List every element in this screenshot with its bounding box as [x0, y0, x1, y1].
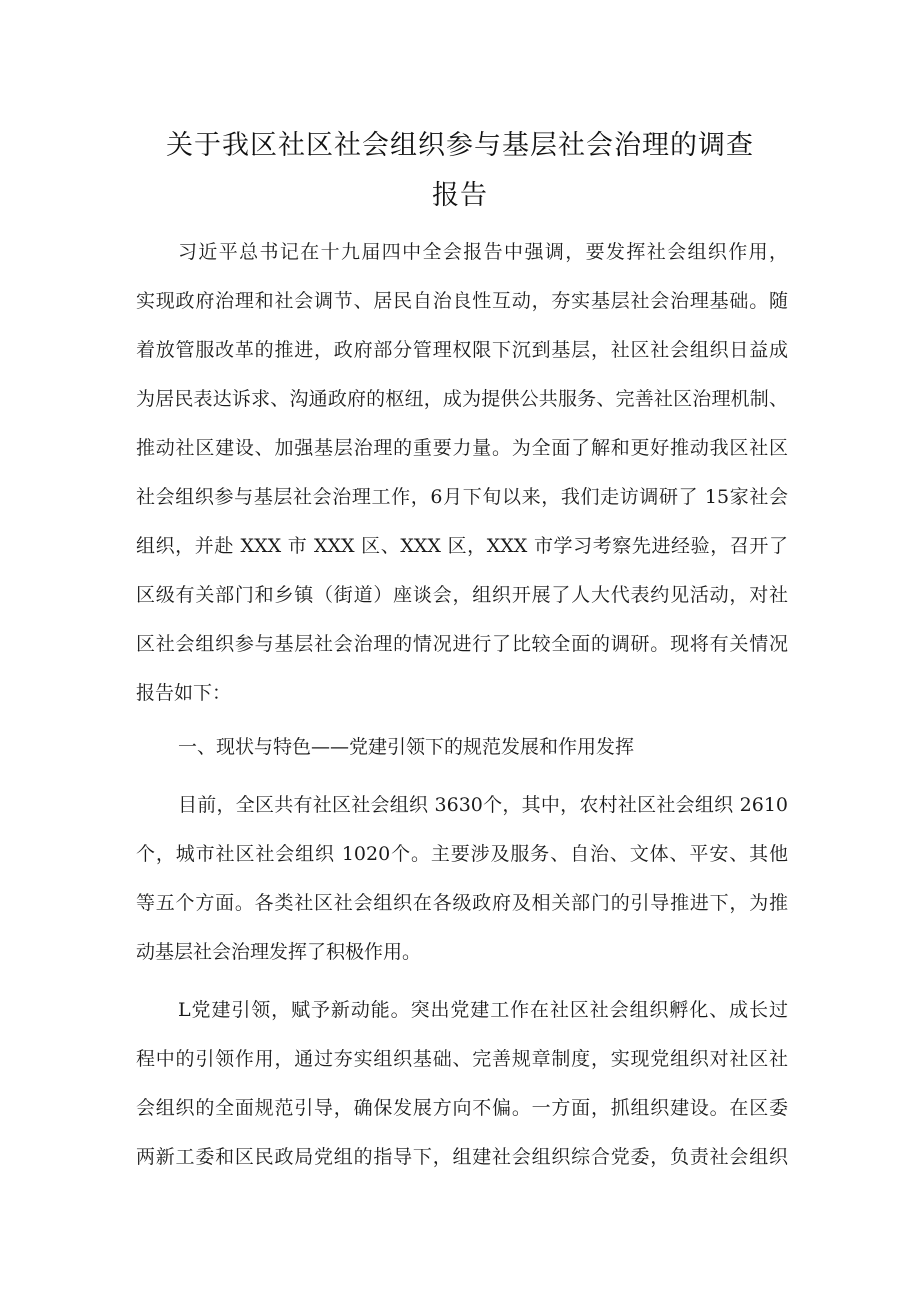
paragraph-3-line: 程中的引领作用，通过夯实组织基础、完善规章制度，实现党组织对社区社 — [136, 1048, 788, 1070]
paragraph-1-line: 报告如下： — [136, 682, 232, 704]
document-title-line-2: 报告 — [432, 180, 488, 211]
paragraph-1-line: 社会组织参与基层社会治理工作，6月下旬以来，我们走访调研了 15家社会 — [136, 486, 788, 508]
paragraph-3-line: L党建引领，赋予新动能。突出党建工作在社区社会组织孵化、成长过 — [178, 999, 788, 1021]
paragraph-2-line: 个，城市社区社会组织 1020个。主要涉及服务、自治、文体、平安、其他 — [136, 843, 788, 865]
paragraph-1-line: 区社会组织参与基层社会治理的情况进行了比较全面的调研。现将有关情况 — [136, 633, 788, 655]
paragraph-1-line: 着放管服改革的推进，政府部分管理权限下沉到基层，社区社会组织日益成 — [136, 339, 788, 361]
paragraph-2-line: 动基层社会治理发挥了积极作用。 — [136, 941, 422, 963]
paragraph-1-line: 组织，并赴 XXX 市 XXX 区、XXX 区，XXX 市学习考察先进经验，召开了 — [136, 535, 788, 557]
paragraph-1-line: 区级有关部门和乡镇（街道）座谈会，组织开展了人大代表约见活动，对社 — [136, 584, 788, 606]
paragraph-1-line: 推动社区建设、加强基层治理的重要力量。为全面了解和更好推动我区社区 — [136, 437, 788, 459]
paragraph-2-line: 目前，全区共有社区社会组织 3630个，其中，农村社区社会组织 2610 — [178, 794, 788, 816]
paragraph-3-line: 两新工委和区民政局党组的指导下，组建社会组织综合党委，负责社会组织 — [136, 1146, 788, 1168]
document-title-line-1: 关于我区社区社会组织参与基层社会治理的调查 — [166, 130, 754, 161]
paragraph-1-line: 习近平总书记在十九届四中全会报告中强调，要发挥社会组织作用， — [178, 241, 788, 263]
paragraph-1-line: 为居民表达诉求、沟通政府的枢纽，成为提供公共服务、完善社区治理机制、 — [136, 388, 788, 410]
paragraph-3-line: 会组织的全面规范引导，确保发展方向不偏。一方面，抓组织建设。在区委 — [136, 1097, 788, 1119]
section-heading-1: 一、现状与特色——党建引领下的规范发展和作用发挥 — [178, 736, 635, 758]
paragraph-1-line: 实现政府治理和社会调节、居民自治良性互动，夯实基层社会治理基础。随 — [136, 290, 788, 312]
paragraph-2-line: 等五个方面。各类社区社会组织在各级政府及相关部门的引导推进下，为推 — [136, 892, 788, 914]
